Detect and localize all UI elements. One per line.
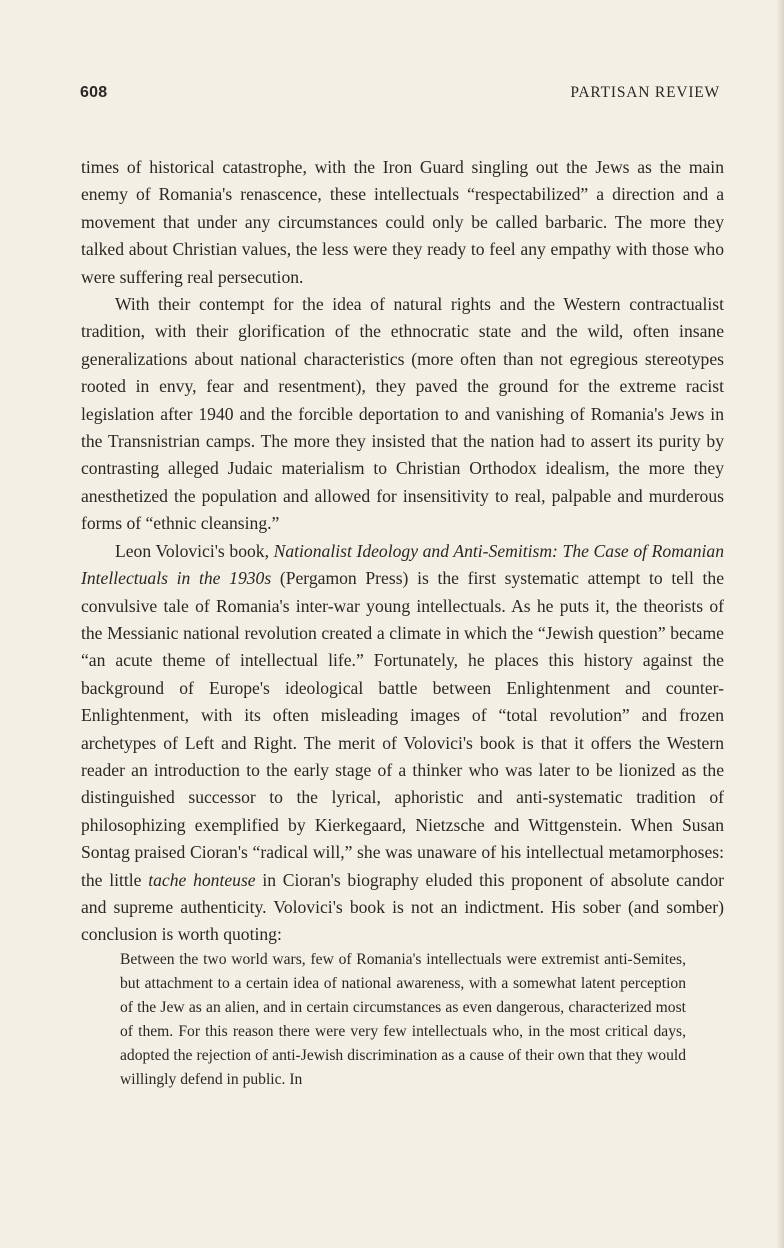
paragraph-3	[81, 538, 724, 949]
paragraph-3-after-title: (Pergamon Press) is the first systematic attempt to tell the convulsive tale of Romania's inter-war young intellectuals. As he puts it, the theorists of the Messianic national revolution created a climate in which the “Jewish question” became “an acute theme of intellectual life.” Fortunately, he places this history against the background of Europe's ideological battle between Enlightenment and counter-Enlightenment, with its often misleading images of “total revolution” and frozen archetypes of Left and Right. The merit of Volovici's book is that it offers the Western reader an introduction to the early stage of a thinker who was later to be lionized as the distinguished successor to the lyrical, aphoristic and anti-systematic tradition of philosophizing exemplified by Kierkegaard, Nietzsche and Wittgenstein. When Susan Sontag praised Cioran's “radical will,” she was unaware of his intellectual metamorphoses: the little	[81, 568, 724, 890]
paragraph-3-tail: in Cioran's biography eluded this proponent of absolute candor and supreme authenticity. Volovici's book is not an indictment. His sober (and somber) conclusion is worth quoting:	[81, 869, 725, 945]
book-title: Nationalist Ideology and Anti-Semitism: The Case of Romanian Intellectuals in the 1930s	[81, 540, 724, 589]
running-head: PARTISAN REVIEW	[570, 84, 720, 101]
page-header	[80, 84, 720, 108]
italic-phrase: tache honteuse	[148, 869, 256, 890]
paragraph-1: times of historical catastrophe, with the Iron Guard singling out the Jews as the main enemy of Romania's renascence, these intellectuals “respectabilized” a direction and a movement that under any circumstances could only be called barbaric. The more they talked about Christian values, the less were they ready to feel any empathy with those who were suffering real persecution.	[81, 157, 724, 287]
page-number: 608	[80, 84, 108, 101]
article-body	[81, 154, 724, 949]
block-quote: Between the two world wars, few of Romania's intellectuals were extremist anti-Semites, but attachment to a certain idea of national awareness, with a somewhat latent perception of the Jew as an alien, and in certain circumstances as even dangerous, characterized most of them. For this reason there were very few intellectuals who, in the most critical days, adopted the rejection of anti-Jewish discrimination as a cause of their own that they would willingly defend in public. In	[120, 951, 686, 1088]
paragraph-3-lead: Leon Volovici's book,	[115, 540, 274, 561]
page-edge-shadow	[776, 0, 784, 1248]
paragraph-2: With their contempt for the idea of natural rights and the Western contractualist tradition, with their glorification of the ethnocratic state and the wild, often insane generalizations about national characteristics (more often than not egregious stereotypes rooted in envy, fear and resentment), they paved the ground for the extreme racist legislation after 1940 and the forcible deportation to and vanishing of Romania's Jews in the Transnistrian camps. The more they insisted that the nation had to assert its purity by contrasting alleged Judaic materialism to Christian Orthodox idealism, the more they anesthetized the population and allowed for insensitivity to real, palpable and murderous forms of “ethnic cleansing.”	[81, 294, 724, 534]
